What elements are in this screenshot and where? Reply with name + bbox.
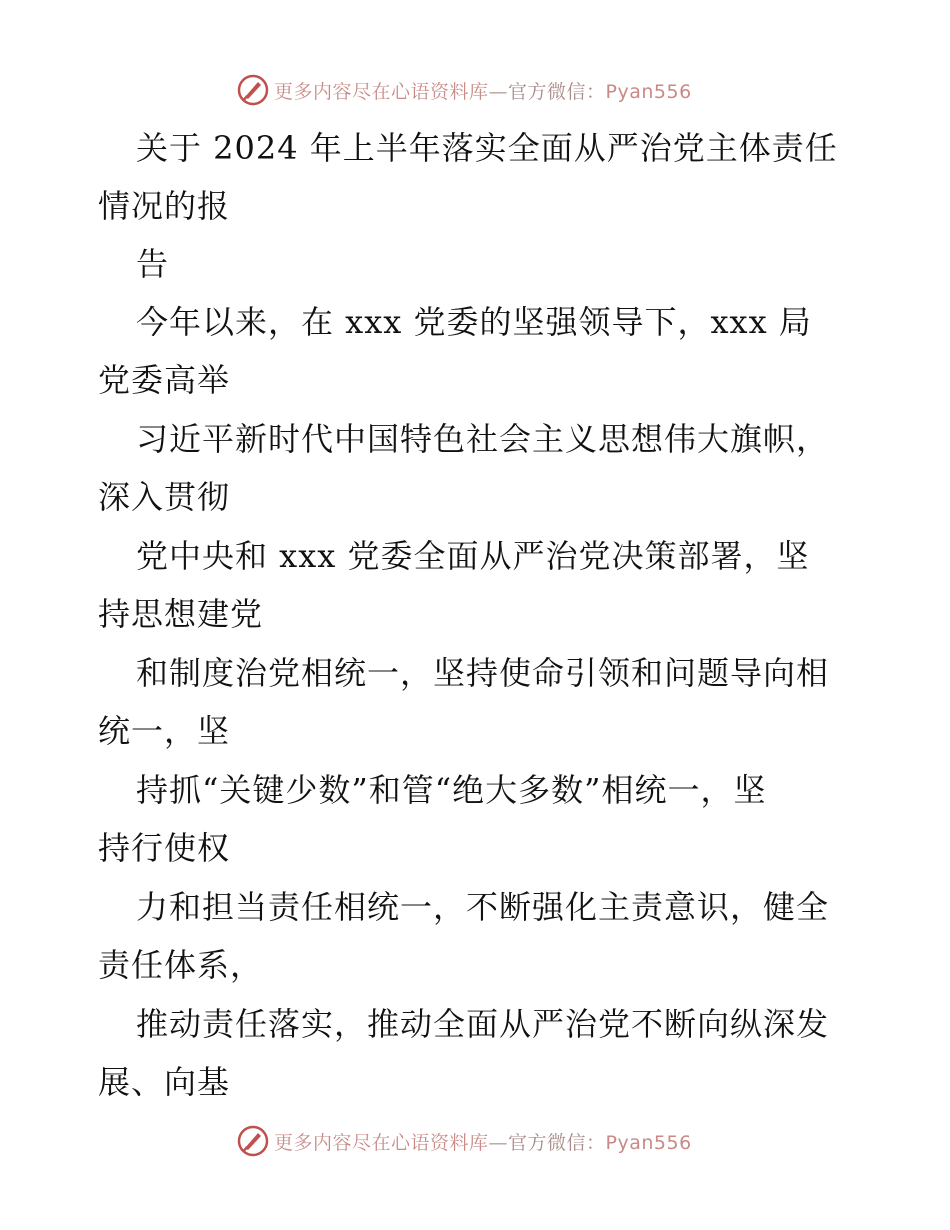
- quill-pen-icon: [236, 1124, 270, 1158]
- banner-text: [274, 77, 692, 104]
- banner-text: [274, 1128, 692, 1155]
- doc-title-line-3: 告: [136, 245, 170, 283]
- doc-line: 持抓“关键少数”和管“绝大多数”相统一，坚: [136, 771, 767, 809]
- banner-separator: —: [488, 80, 509, 103]
- doc-line: 责任体系，: [98, 946, 264, 984]
- doc-line: 持行使权: [98, 829, 231, 867]
- banner-wechat-label: 官方微信：: [508, 1131, 606, 1154]
- doc-line: 展、向基: [98, 1063, 231, 1101]
- banner-main-text: 更多内容尽在心语资料库: [274, 80, 489, 103]
- doc-line: 持思想建党: [98, 595, 264, 633]
- banner-wechat-id: Pyan556: [605, 1131, 692, 1154]
- doc-line: 深入贯彻: [98, 478, 231, 516]
- doc-line: 和制度治党相统一，坚持使命引领和问题导向相: [136, 654, 830, 692]
- doc-title-line-2: 情况的报: [98, 187, 231, 225]
- doc-line: 力和担当责任相统一，不断强化主责意识，健全: [136, 888, 830, 926]
- banner-wechat-label: 官方微信：: [508, 80, 606, 103]
- doc-line: 党委高举: [98, 361, 231, 399]
- header-banner: [236, 72, 692, 108]
- doc-line: 党中央和 xxx 党委全面从严治党决策部署，坚: [136, 537, 810, 575]
- quill-pen-icon: [236, 73, 270, 107]
- doc-line: 今年以来，在 xxx 党委的坚强领导下，xxx 局: [136, 303, 812, 341]
- doc-line: 统一，坚: [98, 712, 231, 750]
- doc-line: 习近平新时代中国特色社会主义思想伟大旗帜，: [136, 420, 830, 458]
- banner-main-text: 更多内容尽在心语资料库: [274, 1131, 489, 1154]
- footer-banner: [236, 1123, 692, 1159]
- doc-line: 推动责任落实，推动全面从严治党不断向纵深发: [136, 1005, 830, 1043]
- doc-title-line-1: 关于 2024 年上半年落实全面从严治党主体责任: [136, 129, 838, 167]
- banner-wechat-id: Pyan556: [605, 80, 692, 103]
- banner-separator: —: [488, 1131, 509, 1154]
